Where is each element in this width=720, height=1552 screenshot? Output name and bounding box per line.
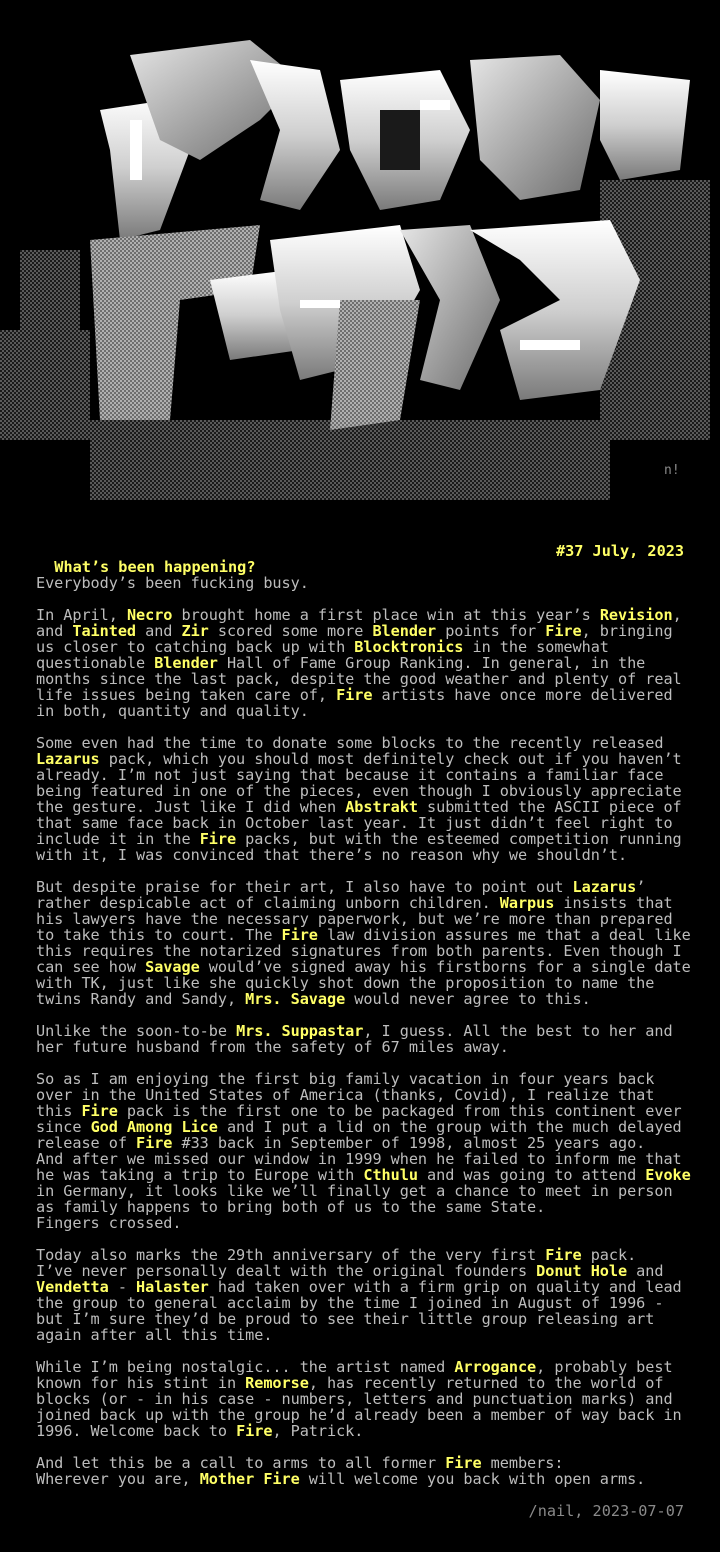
article-paragraph	[36, 607, 696, 719]
paragraph-text: pack is the first one to be packaged from this continent ever since	[36, 1102, 682, 1136]
article-paragraph	[36, 1359, 696, 1439]
highlighted-name: Savage	[145, 958, 200, 976]
paragraph-text: law division assures me that a deal like this requires the notarized signatures from both parents. Even though I can see how	[36, 926, 691, 976]
article-paragraph	[36, 575, 696, 591]
highlighted-name: Cthulu	[363, 1166, 418, 1184]
paragraph-text: insists that his lawyers have the necessary paperwork, but we’re more than prepared to take this to court. The	[36, 894, 673, 944]
paragraph-text: submitted the ASCII piece of that same face back in October last year. It just didn’t feel right to include it in the	[36, 798, 682, 848]
highlighted-name: Fire	[81, 1102, 118, 1120]
paragraph-text: While I’m being nostalgic... the artist named	[36, 1358, 455, 1376]
paragraph-text: artists have once more delivered in both, quantity and quality.	[36, 686, 673, 720]
highlighted-name: Fire	[136, 1134, 173, 1152]
logo-signature-tag: n!	[664, 463, 680, 478]
highlighted-name: Necro	[126, 606, 173, 624]
highlighted-name: Blender	[372, 622, 437, 640]
highlighted-name: Lazarus	[36, 750, 100, 768]
paragraph-text: So as I am enjoying the first big family vacation in four years back over in the United States of America (thanks, Covid), I realize that this	[36, 1070, 655, 1120]
highlighted-name: Fire	[199, 830, 237, 848]
highlighted-name: Fire	[445, 1454, 482, 1472]
paragraph-text: But despite praise for their art, I also have to point out	[36, 878, 573, 896]
article-paragraph	[36, 735, 696, 863]
paragraph-text: will welcome you back with open arms.	[299, 1470, 646, 1488]
highlighted-name: Fire	[336, 686, 373, 704]
paragraph-text: Unlike the soon-to-be	[36, 1022, 237, 1040]
highlighted-name: Mrs. Savage	[245, 990, 346, 1008]
article-paragraph	[36, 1455, 696, 1487]
paragraph-text: points for	[436, 622, 546, 640]
issue-date: #37 July, 2023	[555, 542, 684, 560]
highlighted-name: Revision	[599, 606, 673, 624]
paragraph-text: brought home a first place win at this year’s	[172, 606, 600, 624]
paragraph-text: Today also marks the 29th anniversary of the very first	[36, 1246, 546, 1264]
paragraph-text: , I guess. All the best to her and her future husband from the safety of 67 miles away.	[36, 1022, 673, 1056]
paragraph-text: pack, which you should most definitely check out if you haven’t already. I’m not just saying that because it contains a familiar face being featured in one of the pieces, even though I obviously appreciate the gesture. Just like I did when	[36, 750, 682, 816]
highlighted-name: God Among Lice	[90, 1118, 218, 1136]
article-paragraph	[36, 879, 696, 1007]
article-paragraph	[36, 1247, 696, 1343]
paragraph-text: , probably best known for his stint in	[36, 1358, 673, 1392]
highlighted-name: Tainted	[72, 622, 137, 640]
paragraph-text: -	[108, 1278, 137, 1296]
highlighted-name: Warpus	[499, 894, 555, 912]
article-title: What’s been happening?	[54, 558, 256, 576]
highlighted-name: Lazarus	[572, 878, 637, 896]
paragraph-text: and	[136, 622, 182, 640]
highlighted-name: Fire	[281, 926, 318, 944]
article-body	[36, 575, 696, 1503]
highlighted-name: Fire	[545, 1246, 582, 1264]
paragraph-text: had taken over with a firm grip on quality and lead the group to general acclaim by the time I joined in August of 1996 - but I’m sure they’d be proud to see their little group releasing art again after all this time.	[36, 1278, 682, 1344]
paragraph-text: would’ve signed away his firstborns for a single date with TK, just like she quickly shot down the proposition to name the twins Randy and Sandy,	[36, 958, 691, 1008]
highlighted-name: Remorse	[245, 1374, 309, 1392]
highlighted-name: Vendetta	[36, 1278, 109, 1296]
paragraph-text: scored some more	[208, 622, 373, 640]
paragraph-text: in Germany, it looks like we’ll finally get a chance to meet in person as family happens to bring both of us to the same State. Fingers crossed.	[36, 1182, 673, 1232]
paragraph-text: #33 back in September of 1998, almost 25 years ago. And after we missed our window in 1999 when he failed to inform me that he was taking a trip to Europe with	[36, 1134, 682, 1184]
highlighted-name: Halaster	[136, 1278, 209, 1296]
paragraph-text: and	[636, 1262, 664, 1280]
paragraph-text: pack. I’ve never personally dealt with the original founders	[36, 1246, 637, 1280]
paragraph-text: , has recently returned to the world of blocks (or - in his case - numbers, letters and punctuation marks) and joined back up with the group he’d already been a member of way back in 1996. Welcome back to	[36, 1374, 682, 1440]
article-paragraph	[36, 1023, 696, 1055]
paragraph-text: , Patrick.	[272, 1422, 364, 1440]
paragraph-text: in the somewhat questionable	[36, 638, 609, 672]
paragraph-text: and was going to attend	[417, 1166, 646, 1184]
highlighted-name: Zir	[181, 622, 209, 640]
article-paragraph	[36, 1071, 696, 1231]
paragraph-text: , bringing us closer to catching back up with	[36, 622, 673, 656]
highlighted-name: Blender	[154, 654, 218, 672]
highlighted-name: Abstrakt	[345, 798, 418, 816]
paragraph-text: , and	[36, 606, 682, 640]
paragraph-text: packs, but with the esteemed competition running with it, I was convinced that there’s no reason why we shouldn’t.	[36, 830, 682, 864]
highlighted-name: Blocktronics	[354, 638, 464, 656]
paragraph-text: Everybody’s been fucking busy.	[36, 574, 309, 592]
paragraph-text: would never agree to this.	[345, 990, 591, 1008]
paragraph-text: In April,	[36, 606, 127, 624]
paragraph-text: and I put a lid on the group with the much delayed release of	[36, 1118, 682, 1152]
highlighted-name: Fire	[545, 622, 582, 640]
paragraph-text: And let this be a call to arms to all former	[36, 1454, 446, 1472]
paragraph-text: members: Wherever you are,	[36, 1454, 564, 1488]
fire-logo-artwork	[0, 0, 720, 530]
author-signoff: /nail, 2023-07-07	[528, 1502, 684, 1520]
highlighted-name: Mrs. Suppastar	[236, 1022, 364, 1040]
highlighted-name: Arrogance	[454, 1358, 537, 1376]
paragraph-text: Hall of Fame Group Ranking. In general, in the months since the last pack, despite the good weather and plenty of real life issues being taken care of,	[36, 654, 682, 704]
highlighted-name: Evoke	[645, 1166, 691, 1184]
highlighted-name: Mother Fire	[199, 1470, 300, 1488]
highlighted-name: Fire	[236, 1422, 273, 1440]
paragraph-text: ’ rather despicable act of claiming unborn children.	[36, 878, 646, 912]
highlighted-name: Donut Hole	[536, 1262, 628, 1280]
paragraph-text: Some even had the time to donate some blocks to the recently released	[36, 734, 664, 752]
